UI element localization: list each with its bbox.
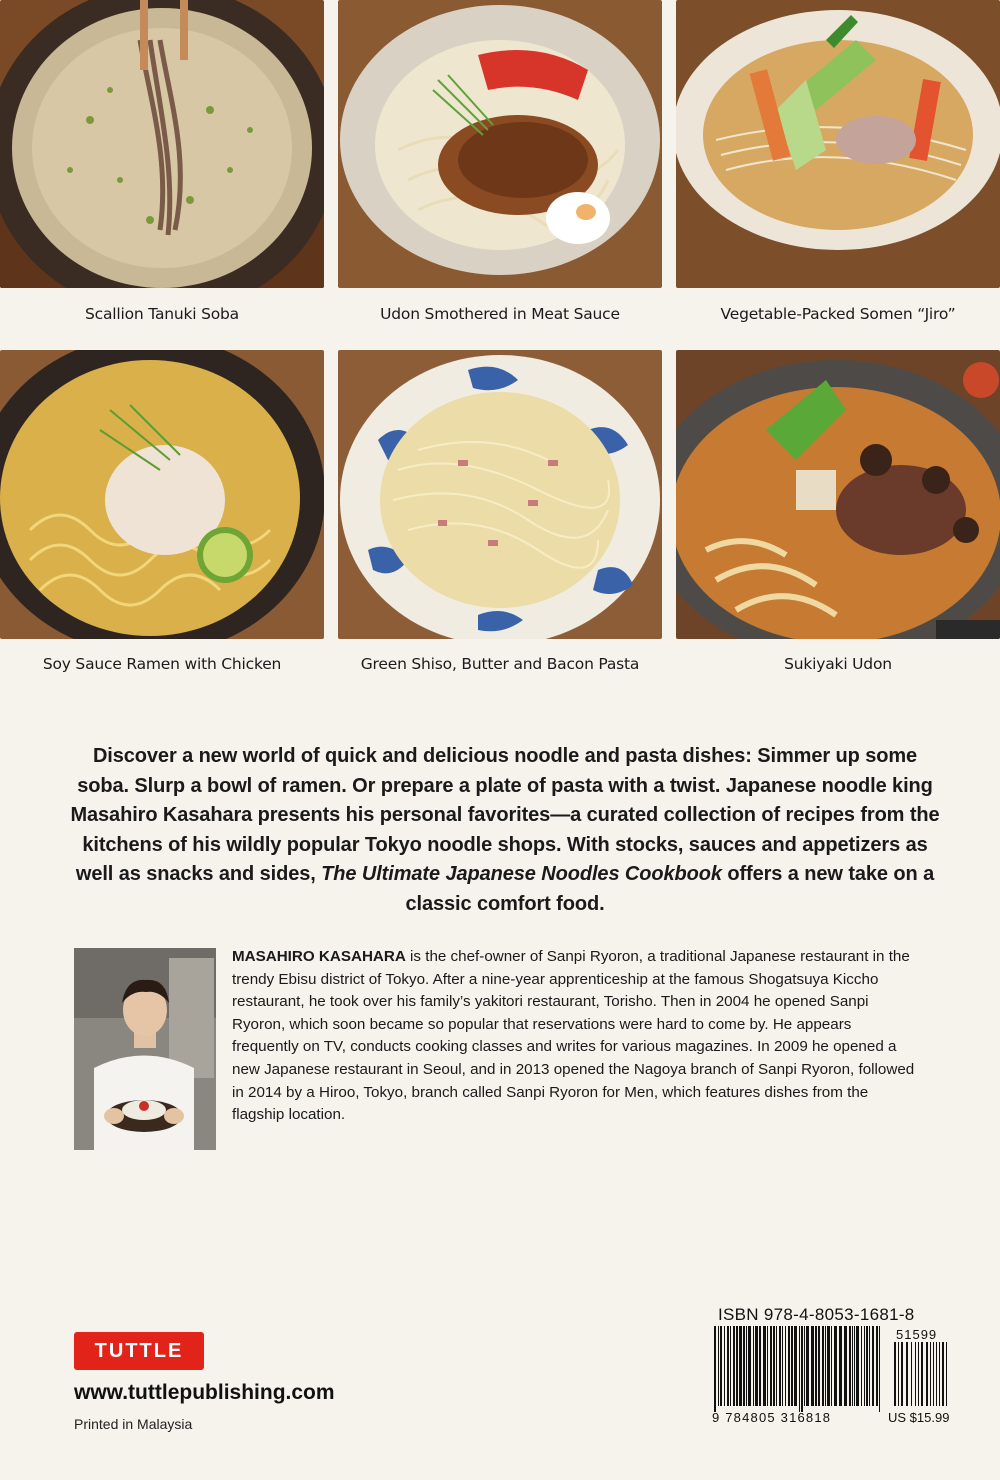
caption-dish-1: Scallion Tanuki Soba [85, 305, 239, 323]
photo-sukiyaki-udon [676, 350, 1000, 639]
photo-scallion-tanuki-soba [0, 0, 324, 288]
caption-dish-4: Soy Sauce Ramen with Chicken [42, 655, 282, 673]
author-name: MASAHIRO KASAHARA [232, 948, 406, 965]
photo-shiso-bacon-pasta [338, 350, 662, 639]
isbn-label: ISBN 978-4-8053-1681-8 [718, 1305, 915, 1324]
barcode-digits: 9 784805 316818 [712, 1410, 832, 1425]
photo-vegetable-somen [676, 0, 1000, 288]
author-photo [74, 948, 216, 1150]
author-bio-text: is the chef-owner of Sanpi Ryoron, a traditional Japanese restaurant in the trendy Ebisu district of Tokyo. After a nine-year apprenticeship at the famous Shogatsuya Kiccho restaurant, he took over his family’s yakitori restaurant, Torisho. Then in 2004 he opened Sanpi Ryoron, which soon became so popular that reservations were hard to come by. He appears frequently on TV, conducts cooking classes and writes for various magazines. In 2009 he opened a new Japanese restaurant in Seoul, and in 2013 opened the Nagoya branch of Sanpi Ryoron, followed in 2014 by a Hiroo, Tokyo, branch called Sanpi Ryoron for Men, which features dishes from the flagship location. [232, 948, 915, 1124]
printed-in-note: Printed in Malaysia [74, 1416, 193, 1432]
barcode-addon-digits: 51599 [896, 1327, 938, 1342]
caption-dish-6: Sukiyaki Udon [784, 655, 892, 673]
photo-udon-meat-sauce [338, 0, 662, 288]
caption-dish-2: Udon Smothered in Meat Sauce [380, 305, 620, 323]
author-bio [232, 946, 922, 1127]
caption-dish-5: Green Shiso, Butter and Bacon Pasta [360, 655, 640, 673]
description-text-1: Discover a new world of quick and delicious noodle and pasta dishes: Simmer up some soba. Slurp a bowl of ramen. Or prepare a plate of pasta with a twist. Japanese noodle king Masahiro Kasahara presents his personal favorites—a curated collection of recipes from the kitchens of his wildly popular Tokyo noodle shops. With stocks, sauces and appetizers as well as snacks and sides, [70, 745, 940, 886]
publisher-website[interactable]: www.tuttlepublishing.com [74, 1381, 335, 1404]
caption-dish-3: Vegetable-Packed Somen “Jiro” [720, 305, 956, 323]
photo-soy-sauce-ramen [0, 350, 324, 639]
description-text-2: offers a new take on a classic comfort food. [405, 863, 935, 915]
book-description [70, 742, 940, 920]
tuttle-logo: TUTTLE [74, 1332, 204, 1370]
book-title-italic: The Ultimate Japanese Noodles Cookbook [321, 863, 722, 886]
price-label: US $15.99 [888, 1410, 950, 1425]
